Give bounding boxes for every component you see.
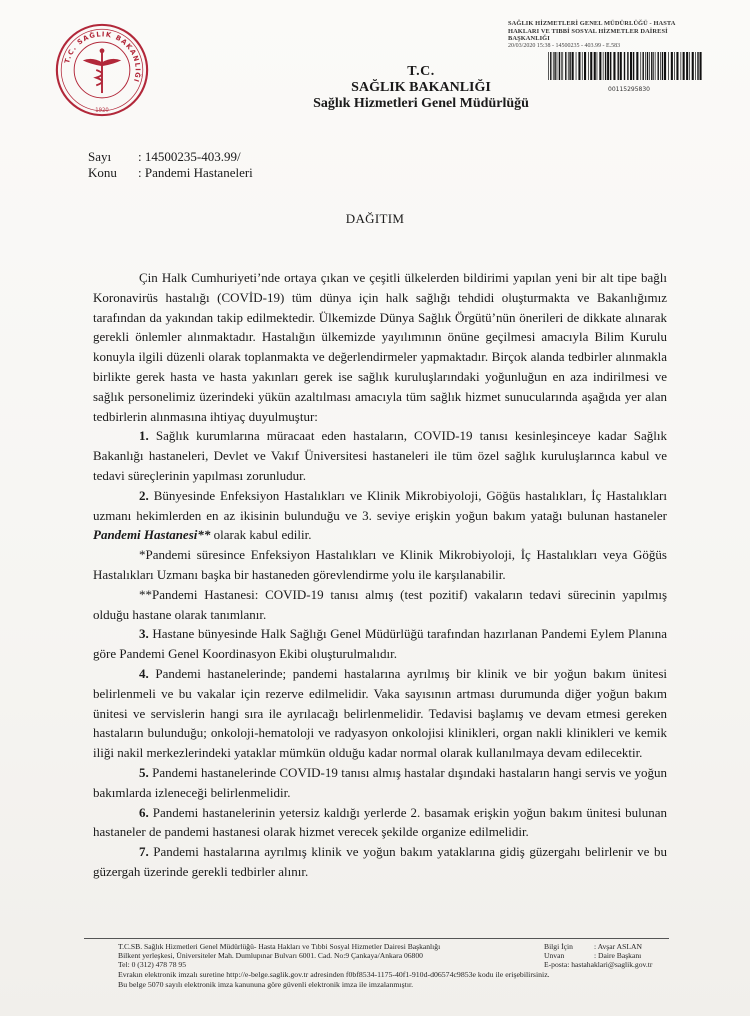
- svg-text:T.C. SAĞLIK BAKANLIĞI: T.C. SAĞLIK BAKANLIĞI: [63, 30, 142, 84]
- item-text: Bünyesinde Enfeksiyon Hastalıkları ve Klinik Mikrobiyoloji, Göğüs hastalıkları, İç Hastalıkları uzmanı hekimlerden en az ikisinin bulunduğu ve 3. seviye erişkin yoğun bakım yatağı bulunan hastaneler: [93, 487, 667, 523]
- footer-email: E-posta: hastahaklari@saglik.gov.tr: [544, 960, 653, 970]
- item-number: 2.: [139, 487, 149, 503]
- meta-konu: [88, 165, 253, 181]
- list-item: [93, 486, 667, 545]
- header-directorate: Sağlık Hizmetleri Genel Müdürlüğü: [313, 96, 529, 111]
- list-item: [93, 664, 667, 763]
- barcode-number: 00115295830: [608, 85, 650, 93]
- footnote-paragraph: *Pandemi süresince Enfeksiyon Hastalıkları ve Klinik Mikrobiyoloji, İç Hastalıkları veya Göğüs Hastalıkları Uzmanı başka bir hastaneden görevlendirme yolu ile karşılanabilir.: [93, 547, 667, 582]
- svg-text:1920: 1920: [95, 107, 109, 114]
- footer-address-line: Bilkent yerleşkesi, Üniversiteler Mah. Dumlupınar Bulvarı 6001. Cad. No:9 Çankaya/Ankara 06800: [118, 951, 423, 961]
- footer-contact: [544, 942, 652, 970]
- footer-info-value: : Avşar ASLAN: [594, 942, 642, 951]
- list-item: [93, 426, 667, 485]
- footer-verify-link: Evrakın elektronik imzalı suretine http://e-belge.saglik.gov.tr adresinden f0bf8534-1175-40f1-910d-d06574c9853e kodu ile erişebilirsiniz.: [118, 970, 550, 979]
- item-number: 5.: [139, 764, 149, 780]
- barcode-unit-line: BAŞKANLIĞI: [508, 35, 550, 43]
- document-body: [93, 268, 667, 882]
- list-item: [93, 763, 667, 803]
- item-text: Hastane bünyesinde Halk Sağlığı Genel Müdürlüğü tarafından hazırlanan Pandemi Eylem Planına göre Pandemi Genel Koordinasyon Ekibi oluşturulmalıdır.: [93, 626, 667, 662]
- footer-title-value: : Daire Başkanı: [594, 951, 642, 961]
- barcode-unit-line: SAĞLIK HİZMETLERİ GENEL MÜDÜRLÜĞÜ - HASTA: [508, 20, 676, 27]
- item-number: 7.: [139, 844, 149, 860]
- barcode-unit-line: HAKLARI VE TIBBİ SOSYAL HİZMETLER DAİRESİ: [508, 27, 668, 35]
- meta-sayi-label: Sayı: [88, 149, 112, 164]
- item-number: 6.: [139, 804, 149, 820]
- header-ministry: SAĞLIK BAKANLIĞI: [351, 80, 491, 95]
- intro-paragraph: Çin Halk Cumhuriyeti’nde ortaya çıkan ve çeşitli ülkelerden bildirimi yapılan yeni bir alt tipe bağlı Koronavirüs hastalığı (COVİD-19) tüm dünya için halk sağlığı tehdidi oluşturmakta ve Bakanlığımız tarafından da yakından takip edilmektedir. Ülkemizde Dünya Sağlık Örgütü’nün önerileri de dikkate alınarak gerekli önlemler alınmaktadır. Hastalığın ülkemizde yayılımının önüne geçilmesi amacıyla Bilim Kurulu konuyla ilgili düzenli olarak toplanmakta ve değerlendirmeler yapmaktadır. Birçok alanda tedbirler alınmakla birlikte gerek hasta ve hasta yakınları gerek ise sağlık kuruluşlarındaki yoğunluğun en aza indirilmesi ve sağlık personelimiz üzerindeki yükün azaltılması amacıyla tüm sağlık hizmet sunucularında aşağıda yer alan tedbirlerin alınmasına ihtiyaç duyulmuştur:: [93, 270, 667, 424]
- footer-esign-law: Bu belge 5070 sayılı elektronik imza kanununa göre güvenli elektronik imza ile imzalanmıştır.: [118, 980, 414, 990]
- item-text: Pandemi hastanelerinde; pandemi hastalarına ayrılmış bir klinik ve bir yoğun bakım ünitesi belirlenmeli ve bu vakalar için rezerve edilmelidir. Vaka sayısının artması durumunda diğer yoğun bakım ünitesi ve servislerin hangi sıra ile ayrılacağı belirlenmelidir. Tedavisi başlamış ve devam etmesi gereken hastaların bulunduğu; onkoloji-hematoloji ve radyasyon onkolojisi klinikleri, organ nakli klinikleri ve kemik iliği nakil merkezlerindeki yataklar mümkün olduğu kadar normal olarak kullanılmaya devam edilecektir.: [93, 665, 667, 761]
- item-number: 3.: [139, 626, 149, 642]
- list-item: [93, 624, 667, 664]
- meta-konu-value: : Pandemi Hastaneleri: [138, 165, 253, 180]
- meta-konu-label: Konu: [88, 165, 117, 180]
- header-line-tc: T.C.: [407, 64, 435, 79]
- footer-phone: Tel: 0 (312) 478 78 95: [118, 960, 187, 970]
- item-emphasis: Pandemi Hastanesi**: [93, 527, 211, 543]
- footer-esign-notice: [118, 970, 550, 991]
- barcode-meta: 20/03/2020 15:38 - 14500235 - 403.99 - E.583: [508, 42, 621, 49]
- footer-info-label: Bilgi İçin: [544, 942, 573, 951]
- footer-address: [118, 942, 440, 970]
- list-item: [93, 842, 667, 882]
- meta-sayi: [88, 149, 241, 165]
- item-number: 1.: [139, 428, 149, 444]
- item-text: Pandemi hastanelerinin yetersiz kaldığı yerlerde 2. basamak erişkin yoğun bakım ünitesi bulunan hastaneler de pandemi hastanesi olarak hizmet verecek şekilde organize edilmelidir.: [93, 804, 667, 840]
- footer-divider: [84, 938, 669, 939]
- distribution-title: DAĞITIM: [345, 211, 405, 226]
- footer-title-label: Unvan: [544, 951, 565, 961]
- item-text: Pandemi hastanelerinde COVID-19 tanısı almış hastalar dışındaki hastaların hangi servis ve yoğun bakımlarda izleneceği belirlenmelidir.: [93, 764, 667, 800]
- item-text: Pandemi hastalarına ayrılmış klinik ve yoğun bakım yataklarına gidiş güzergahı belirlenir ve bu güzergah üzerinde gerekli tedbirler alınır.: [93, 844, 667, 879]
- list-item: [93, 803, 667, 843]
- item-text: Sağlık kurumlarına müracaat eden hastaların, COVID-19 tanısı kesinleşinceye kadar Sağlık Bakanlığı hastaneleri, Devlet ve Vakıf Üniversitesi hastaneleri ile tüm özel sağlık kuruluşlarınca kabul ve tedavi süreçlerinin yapılması zorunludur.: [93, 428, 667, 483]
- item-number: 4.: [139, 665, 149, 681]
- footnote-paragraph: **Pandemi Hastanesi: COVID-19 tanısı almış (test pozitif) vakaların tedavi sürecinin yapılmış olduğu hastane olarak tanımlanır.: [93, 586, 667, 622]
- meta-sayi-value: : 14500235-403.99/: [138, 149, 241, 164]
- item-text: olarak kabul edilir.: [210, 527, 312, 543]
- footer-org: T.C.SB. Sağlık Hizmetleri Genel Müdürlüğü- Hasta Hakları ve Tıbbi Sosyal Hizmetler Dairesi Başkanlığı: [118, 942, 441, 951]
